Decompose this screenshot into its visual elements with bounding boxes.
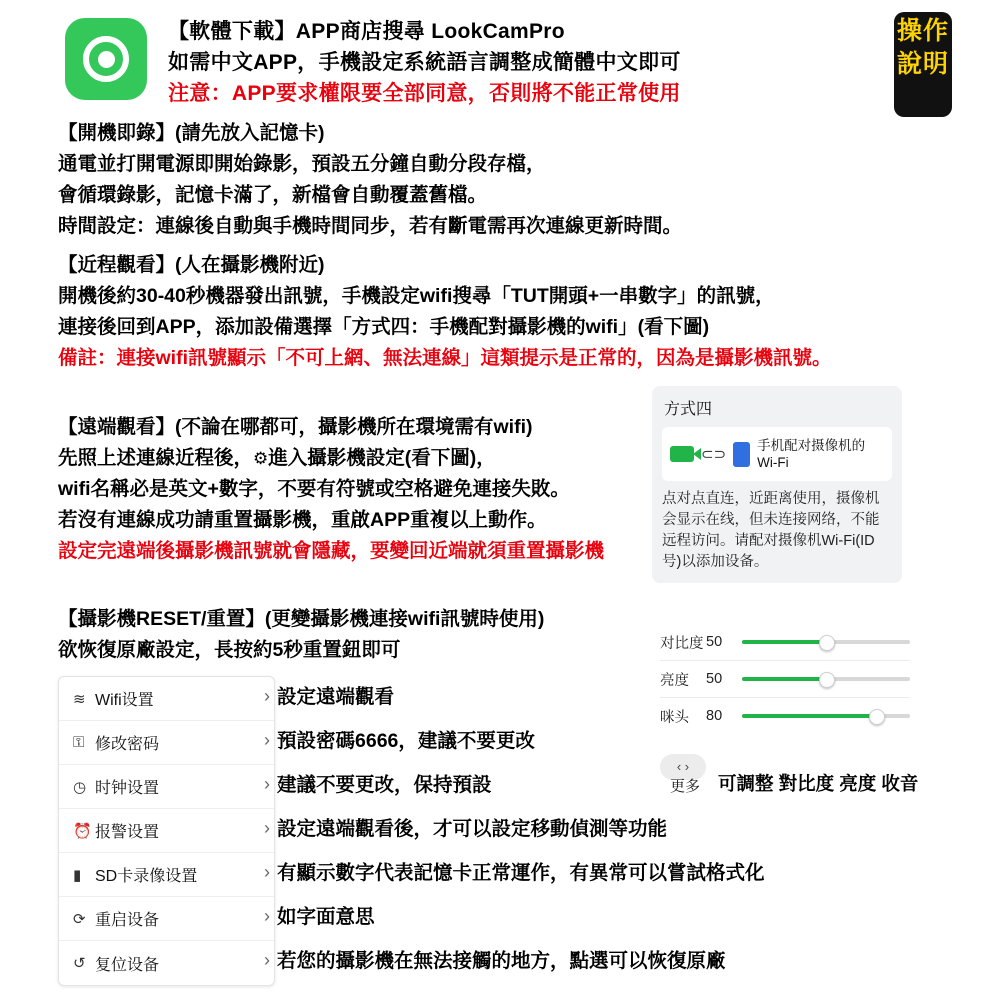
app-icon-dot [98, 51, 115, 68]
remote-view-note: 設定完遠端後攝影機訊號就會隱藏，要變回近端就須重置攝影機 [58, 540, 605, 562]
menu-desc-restart: 如字面意思 [277, 906, 375, 928]
near-view-line-1: 開機後約30-40秒機器發出訊號，手機設定wifi搜尋「TUT開頭+一串數字」的訊號， [58, 285, 775, 307]
method-four-title: 方式四 [664, 401, 713, 418]
boot-record-line-2: 會循環錄影，記憶卡滿了，新檔會自動覆蓋舊檔。 [58, 184, 488, 206]
remote-view-line-1-before: 先照上述連線近程後， [58, 447, 254, 469]
instruction-badge: 操作說明 [894, 12, 952, 117]
menu-item-password[interactable] [59, 721, 274, 765]
menu-item-restart[interactable] [59, 897, 274, 941]
alarm-icon: ⏰ [73, 822, 92, 840]
menu-label-alarm: 报警设置 [95, 824, 160, 841]
section-boot-record [58, 118, 682, 242]
remote-view-line-1 [58, 443, 604, 474]
chevron-right-icon-wifi: › [264, 686, 270, 706]
wifi-icon: ≋ [73, 690, 86, 708]
menu-label-reset: 复位设备 [95, 956, 160, 974]
menu-desc-reset: 若您的攝影機在無法接觸的地方，點選可以恢復原廠 [277, 950, 726, 972]
settings-menu [58, 676, 275, 986]
menu-label-wifi: Wifi设置 [95, 692, 154, 709]
method-four-paragraph: 点对点直连，近距离使用，摄像机会显示在线，但未连接网络，不能远程访问。请配对摄像机Wi-Fi(ID号)以添加设备。 [662, 491, 880, 570]
menu-item-alarm[interactable] [59, 809, 274, 853]
slider-fill-contrast [742, 640, 826, 644]
menu-label-password: 修改密码 [95, 736, 160, 753]
chevron-right-icon-reset: › [264, 950, 270, 970]
method-four-card [652, 386, 902, 583]
header-text-block [168, 16, 858, 109]
section-near-view [58, 250, 832, 374]
section-remote-view [58, 412, 604, 567]
menu-label-sdcard: SD卡录像设置 [95, 868, 198, 885]
menu-desc-password: 預設密碼6666，建議不要更改 [277, 730, 535, 752]
chevron-right-icon-alarm: › [264, 818, 270, 838]
menu-item-reset[interactable] [59, 941, 274, 985]
chevron-right-icon-password: › [264, 730, 270, 750]
menu-desc-clock: 建議不要更改，保持預設 [277, 774, 492, 796]
sdcard-icon: ▮ [73, 866, 82, 884]
near-view-line-2: 連接後回到APP，添加設備選擇「方式四：手機配對攝影機的wifi」(看下圖) [58, 316, 710, 338]
slider-fill-brightness [742, 677, 826, 681]
clock-icon: ◷ [73, 778, 87, 796]
more-label: 更多 [670, 778, 701, 795]
key-icon: ⚿ [73, 734, 85, 751]
method-four-option-label-line1: 手机配对摄像机的 [757, 438, 866, 453]
remote-view-line-3: 若沒有連線成功請重置攝影機，重啟APP重複以上動作。 [58, 509, 547, 531]
method-four-option-label-line2: Wi-Fi [757, 455, 789, 470]
menu-desc-alarm: 設定遠端觀看後，才可以設定移動偵測等功能 [277, 818, 668, 840]
camera-icon [670, 446, 694, 462]
slider-knob-contrast[interactable] [819, 635, 835, 651]
remote-view-line-1-after: 進入攝影機設定(看下圖)， [268, 447, 496, 469]
header-line-download: 【軟體下載】APP商店搜尋 LookCamPro [168, 20, 565, 43]
menu-desc-wifi: 設定遠端觀看 [277, 686, 395, 708]
slider-value-brightness: 50 [706, 671, 723, 687]
chevron-right-icon-restart: › [264, 906, 270, 926]
reset-icon: ↺ [73, 955, 86, 972]
camera-app-icon [65, 18, 147, 100]
slider-row-contrast[interactable] [660, 624, 910, 661]
menu-item-clock[interactable] [59, 765, 274, 809]
menu-label-restart: 重启设备 [95, 912, 160, 929]
boot-record-line-1: 通電並打開電源即開始錄影，預設五分鐘自動分段存檔， [58, 153, 546, 175]
slider-value-contrast: 50 [706, 634, 723, 650]
slider-label-contrast: 对比度 [660, 635, 704, 652]
slider-track-mic[interactable] [742, 714, 910, 718]
slider-track-brightness[interactable] [742, 677, 910, 681]
app-icon-ring [83, 36, 129, 82]
more-button[interactable]: ‹ › [660, 754, 706, 780]
link-icon: ⊂⊃ [701, 446, 727, 463]
slider-track-contrast[interactable] [742, 640, 910, 644]
reset-line-1: 欲恢復原廠設定，長按約5秒重置鈕即可 [58, 639, 401, 661]
near-view-heading: 【近程觀看】(人在攝影機附近) [58, 254, 325, 276]
menu-item-sdcard[interactable] [59, 853, 274, 897]
chevron-right-icon-clock: › [264, 774, 270, 794]
slider-knob-brightness[interactable] [819, 672, 835, 688]
method-four-option[interactable] [662, 427, 892, 481]
boot-record-heading: 【開機即錄】(請先放入記憶卡) [58, 122, 325, 144]
near-view-note: 備註：連接wifi訊號顯示「不可上網、無法連線」這類提示是正常的，因為是攝影機訊號。 [58, 347, 832, 369]
slider-row-brightness[interactable] [660, 661, 910, 698]
chevron-right-icon-sdcard: › [264, 862, 270, 882]
remote-view-heading: 【遠端觀看】(不論在哪都可，攝影機所在環境需有wifi) [58, 416, 533, 438]
method-four-option-label [757, 437, 865, 471]
slider-row-mic[interactable] [660, 698, 910, 734]
menu-item-wifi[interactable] [59, 677, 274, 721]
menu-desc-sdcard: 有顯示數字代表記憶卡正常運作，有異常可以嘗試格式化 [277, 862, 765, 884]
header-line-language: 如需中文APP，手機設定系統語言調整成簡體中文即可 [168, 51, 681, 74]
adjust-note: 可調整 對比度 亮度 收音 [718, 773, 919, 794]
header-line-permission-warning: 注意：APP要求權限要全部同意，否則將不能正常使用 [168, 82, 681, 105]
slider-label-mic: 咪头 [660, 709, 689, 726]
gear-icon: ⚙ [253, 449, 269, 468]
boot-record-line-3: 時間設定：連線後自動與手機時間同步，若有斷電需再次連線更新時間。 [58, 215, 683, 237]
adjust-sliders-panel [660, 624, 910, 734]
slider-fill-mic [742, 714, 876, 718]
restart-icon: ⟳ [73, 910, 86, 928]
phone-icon [733, 442, 750, 467]
slider-knob-mic[interactable] [869, 709, 885, 725]
slider-label-brightness: 亮度 [660, 672, 689, 689]
menu-label-clock: 时钟设置 [95, 780, 160, 797]
section-reset [58, 604, 544, 666]
slider-value-mic: 80 [706, 708, 723, 724]
remote-view-line-2: wifi名稱必是英文+數字，不要有符號或空格避免連接失敗。 [58, 478, 570, 500]
reset-heading: 【攝影機RESET/重置】(更變攝影機連接wifi訊號時使用) [58, 608, 545, 630]
